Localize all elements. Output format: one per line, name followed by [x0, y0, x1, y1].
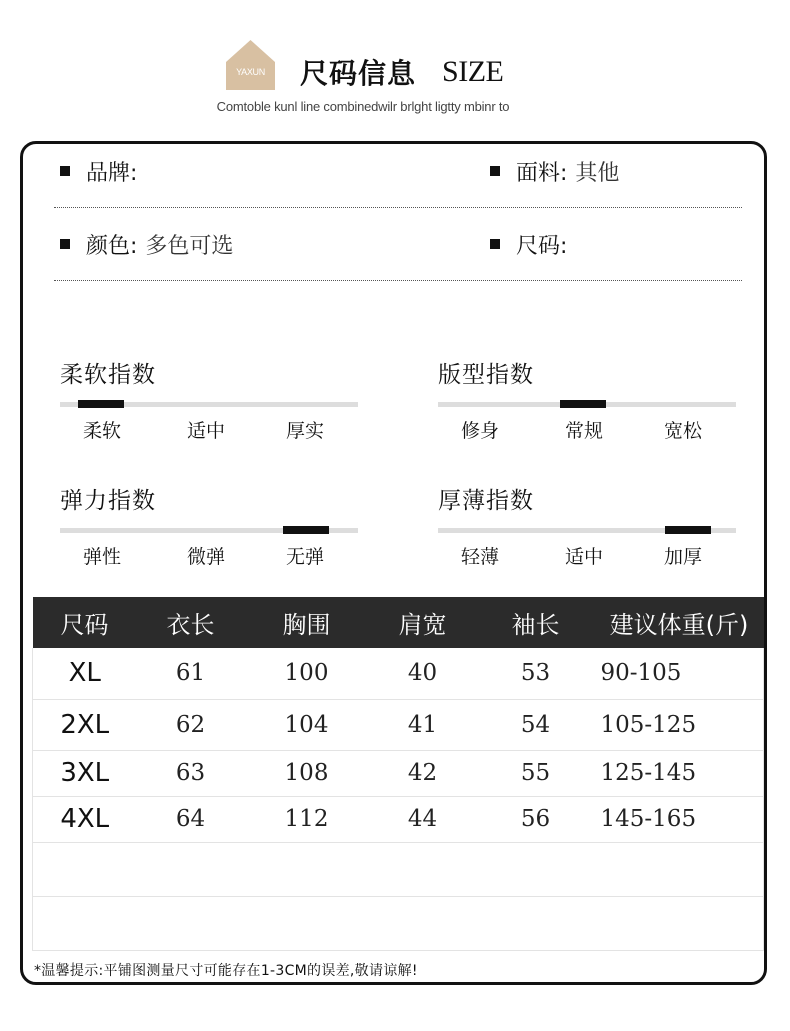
cell-shoulder: 42 [369, 750, 477, 796]
fit-title: 版型指数 [438, 362, 534, 388]
cell-sleeve: 55 [477, 750, 595, 796]
softness-option: 柔软 [82, 420, 122, 442]
cell-shoulder: 41 [369, 699, 477, 750]
cell-shoulder: 44 [369, 796, 477, 842]
title-chinese: 尺码信息 [300, 57, 417, 90]
elasticity-marker [283, 526, 329, 534]
fit-scale [438, 356, 738, 446]
cell-weight: 105-125 [595, 699, 764, 750]
bullet-icon [490, 166, 500, 176]
cell-length: 62 [137, 699, 245, 750]
color-row [60, 227, 233, 261]
subtitle: Comtoble kunl line combinedwilr brlght ligtty mbinr to [216, 99, 510, 114]
measurement-note: *温馨提示:平铺图测量尺寸可能存在1-3CM的误差,敬请谅解! [34, 963, 418, 979]
empty-cell [33, 896, 764, 950]
size-row [490, 227, 575, 261]
cell-length: 63 [137, 750, 245, 796]
empty-row [33, 842, 764, 896]
cell-size: XL [33, 648, 137, 699]
softness-scale [60, 356, 360, 446]
cell-chest: 100 [245, 648, 369, 699]
thickness-option: 加厚 [663, 546, 703, 568]
table-header-row [33, 597, 764, 648]
elasticity-title: 弹力指数 [60, 488, 156, 514]
col-header: 胸围 [282, 611, 331, 639]
softness-option: 适中 [186, 420, 226, 442]
empty-row [33, 896, 764, 950]
table-row [33, 750, 764, 796]
col-header: 衣长 [166, 611, 215, 639]
table-row [33, 796, 764, 842]
fabric-row [490, 154, 619, 188]
size-label: 尺码: [516, 233, 568, 259]
empty-cell [33, 842, 764, 896]
cell-length: 64 [137, 796, 245, 842]
thickness-marker [665, 526, 711, 534]
col-header: 尺码 [60, 611, 109, 639]
brand-logo [226, 40, 275, 90]
cell-chest: 108 [245, 750, 369, 796]
cell-weight: 90-105 [595, 648, 764, 699]
thickness-option: 轻薄 [460, 546, 500, 568]
fit-option: 修身 [460, 420, 500, 442]
elasticity-option: 微弹 [186, 546, 226, 568]
table-row [33, 648, 764, 699]
cell-shoulder: 40 [369, 648, 477, 699]
col-header: 肩宽 [398, 611, 447, 639]
brand-row [60, 154, 145, 188]
cell-weight: 125-145 [595, 750, 764, 796]
col-header: 袖长 [511, 611, 560, 639]
table-row [33, 699, 764, 750]
cell-length: 61 [137, 648, 245, 699]
softness-option: 厚实 [285, 420, 325, 442]
elasticity-scale [60, 482, 360, 572]
cell-size: 3XL [33, 750, 137, 796]
divider [54, 207, 742, 208]
bullet-icon [60, 239, 70, 249]
softness-title: 柔软指数 [60, 362, 156, 388]
cell-size: 4XL [33, 796, 137, 842]
cell-sleeve: 53 [477, 648, 595, 699]
cell-size: 2XL [33, 699, 137, 750]
color-value: 多色可选 [145, 233, 234, 259]
fit-option: 宽松 [663, 420, 703, 442]
fit-option: 常规 [564, 420, 604, 442]
elasticity-option: 弹性 [82, 546, 122, 568]
cell-chest: 104 [245, 699, 369, 750]
size-table [32, 597, 764, 951]
page-title [300, 52, 503, 92]
fabric-value: 其他 [575, 160, 620, 186]
logo-text: YAXUN [236, 67, 265, 77]
cell-weight: 145-165 [595, 796, 764, 842]
thickness-scale [438, 482, 738, 572]
divider [54, 280, 742, 281]
elasticity-option: 无弹 [285, 546, 325, 568]
brand-label: 品牌: [86, 160, 138, 186]
thickness-option: 适中 [564, 546, 604, 568]
bullet-icon [60, 166, 70, 176]
softness-marker [78, 400, 124, 408]
col-header: 建议体重(斤) [609, 611, 749, 639]
color-label: 颜色: [86, 233, 138, 259]
title-english: SIZE [442, 55, 504, 88]
cell-chest: 112 [245, 796, 369, 842]
cell-sleeve: 56 [477, 796, 595, 842]
bullet-icon [490, 239, 500, 249]
thickness-title: 厚薄指数 [438, 488, 534, 514]
cell-sleeve: 54 [477, 699, 595, 750]
fit-marker [560, 400, 606, 408]
fabric-label: 面料: [516, 160, 568, 186]
